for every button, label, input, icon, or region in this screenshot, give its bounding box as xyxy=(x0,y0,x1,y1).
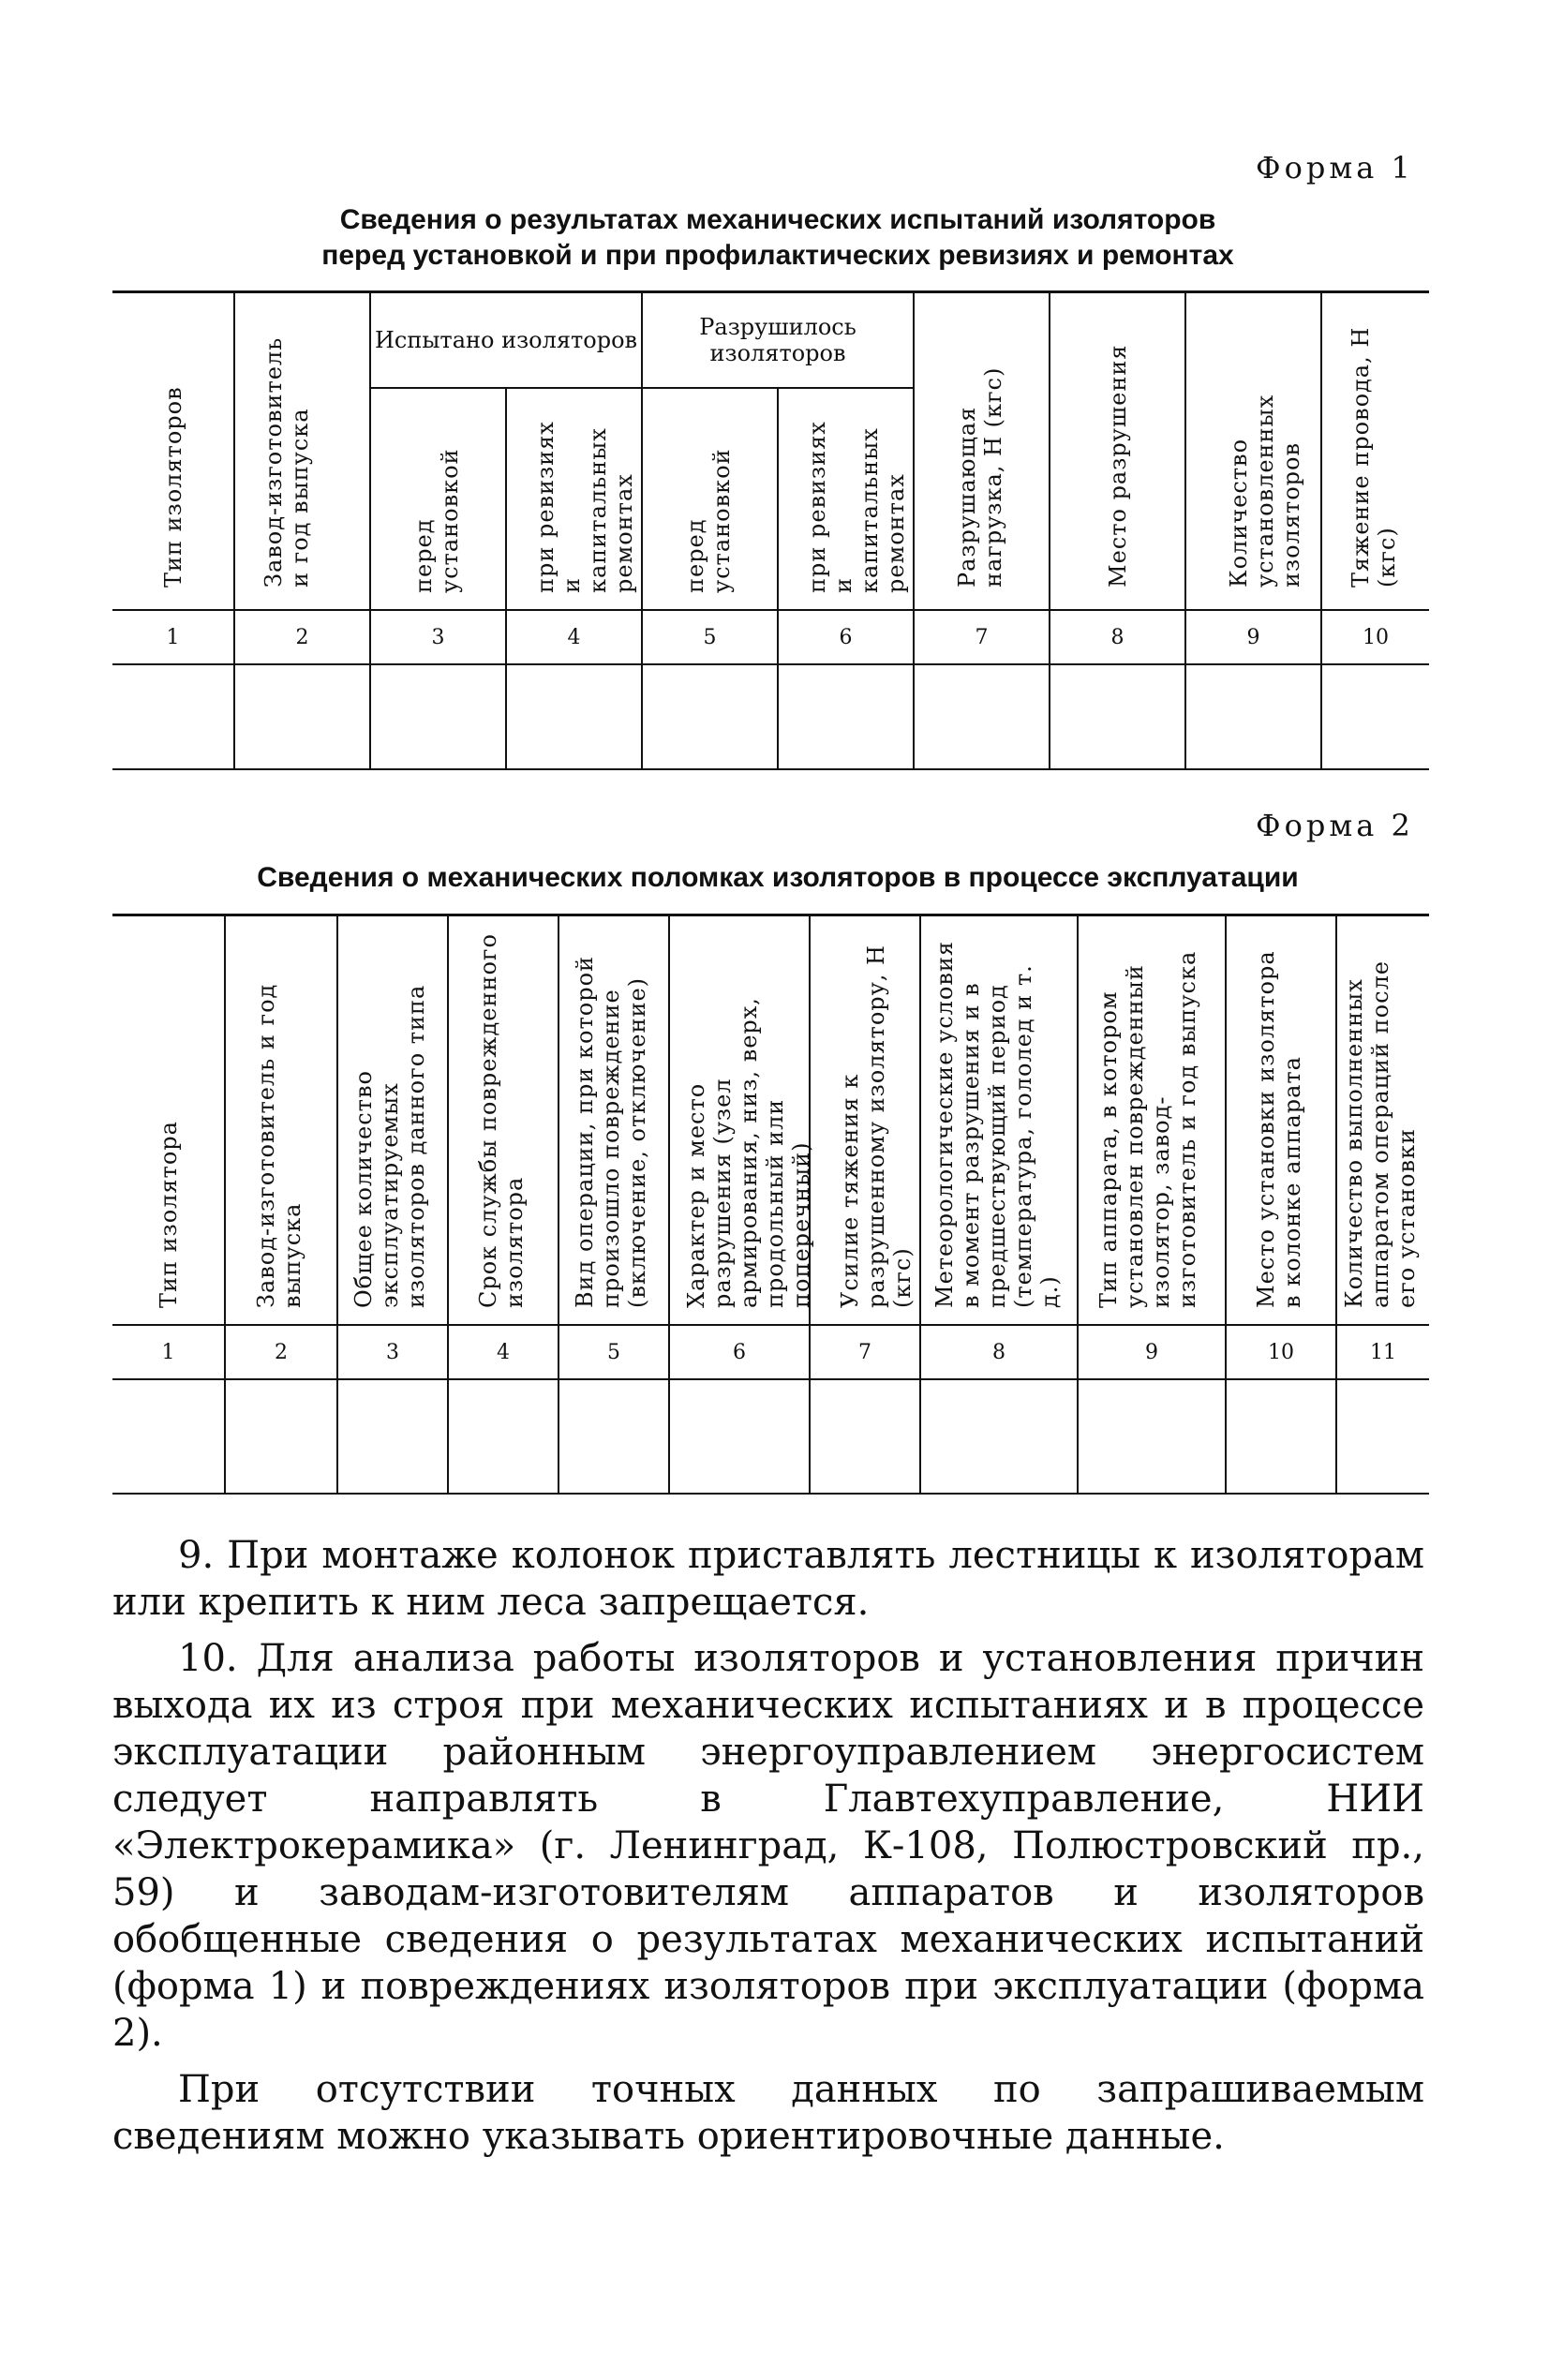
paragraph-10: 10. Для анализа работы изоляторов и установления причин выхода их из строя при механических испытаниях и в процессе эксплуатации районным энергоуправлением энергосистем следует направлять в Главтехуправление, НИИ «Электрокерамика» (г. Ленинград, К-108, Полюстровский пр., 59) и заводам-изготовителям аппаратов и изоляторов обобщенные сведения о результатах механических испытаний (форма 1) и повреждениях изоляторов при эксплуатации (форма 2). xyxy=(112,1637,1424,2055)
form1-empty-cell xyxy=(112,664,234,769)
form1-empty-cell xyxy=(642,664,778,769)
form2-num: 7 xyxy=(810,1325,920,1379)
form2-num: 2 xyxy=(225,1325,337,1379)
form2-empty-cell xyxy=(810,1379,920,1494)
form2-col-total: Общее количество эксплуатируемых изоляторов данного типа xyxy=(337,915,448,1326)
form1-table xyxy=(112,290,1429,770)
form1-num: 8 xyxy=(1050,610,1185,664)
form2-num: 10 xyxy=(1226,1325,1336,1379)
form2-col-operation: Вид операции, при которой произошло повреждение (включение, отключение) xyxy=(559,915,669,1326)
form2-col-apparatus: Тип аппарата, в котором установлен поврежденный изолятор, завод-изготовитель и год выпуска xyxy=(1078,915,1226,1326)
body-text xyxy=(112,1532,1424,2160)
form1-num: 6 xyxy=(778,610,914,664)
form2-empty-cell xyxy=(337,1379,448,1494)
form1-title xyxy=(141,202,1415,274)
form1-empty-row xyxy=(112,664,1429,769)
form2-empty-cell xyxy=(559,1379,669,1494)
form2-col-type: Тип изолятора xyxy=(112,915,225,1326)
form2-num: 1 xyxy=(112,1325,225,1379)
form2-empty-cell xyxy=(920,1379,1078,1494)
form2-title: Сведения о механических поломках изоляторов в процессе эксплуатации xyxy=(257,862,1299,893)
form2-empty-row xyxy=(112,1379,1429,1494)
form1-col-tension: Тяжение провода, Н (кгс) xyxy=(1321,292,1429,611)
form2-num: 3 xyxy=(337,1325,448,1379)
form2-empty-cell xyxy=(448,1379,559,1494)
form1-num: 5 xyxy=(642,610,778,664)
form1-title-line2: перед установкой и при профилактических ревизиях и ремонтах xyxy=(321,240,1234,271)
paragraph-approximate-data: При отсутствии точных данных по запрашиваемым сведениям можно указывать ориентировочные данные. xyxy=(112,2068,1424,2158)
form1-col-load: Разрушающая нагрузка, Н (кгс) xyxy=(914,292,1050,611)
form1-col-place: Место разрушения xyxy=(1050,292,1185,611)
form1-num: 7 xyxy=(914,610,1050,664)
form1-group-broken: Разрушилось изоляторов xyxy=(642,292,914,389)
form2-num: 11 xyxy=(1336,1325,1429,1379)
form2-col-weather: Метеорологические условия в момент разрушения и в предшествующий период (температура, гололед и т. д.) xyxy=(920,915,1078,1326)
form1-empty-cell xyxy=(506,664,642,769)
form1-empty-cell xyxy=(914,664,1050,769)
form2-col-location: Место установки изолятора в колонке аппарата xyxy=(1226,915,1336,1326)
form1-empty-cell xyxy=(1321,664,1429,769)
form1-empty-cell xyxy=(1185,664,1321,769)
form1-col-broken-revision: при ревизиях и капитальных ремонтах xyxy=(778,388,914,610)
form1-num: 9 xyxy=(1185,610,1321,664)
form1-empty-cell xyxy=(234,664,370,769)
form2-empty-cell xyxy=(1078,1379,1226,1494)
form2-col-operations-count: Количество выполненных аппаратом операций после его установки xyxy=(1336,915,1429,1326)
form1-col-broken-before: перед установкой xyxy=(642,388,778,610)
form1-empty-cell xyxy=(778,664,914,769)
form2-num: 8 xyxy=(920,1325,1078,1379)
form2-empty-cell xyxy=(225,1379,337,1494)
form1-label: Форма 1 xyxy=(1256,150,1414,186)
form2-empty-cell xyxy=(1226,1379,1336,1494)
paragraph-9: 9. При монтаже колонок приставлять лестницы к изоляторам или крепить к ним леса запрещается. xyxy=(112,1534,1424,1624)
form2-col-service-life: Срок службы поврежденного изолятора xyxy=(448,915,559,1326)
form1-col-tested-revision: при ревизиях и капитальных ремонтах xyxy=(506,388,642,610)
form1-col-manufacturer: Завод-изготовитель и год выпуска xyxy=(234,292,370,611)
form2-number-row xyxy=(112,1325,1429,1379)
form1-num: 10 xyxy=(1321,610,1429,664)
form2-num: 9 xyxy=(1078,1325,1226,1379)
form2-col-manufacturer: Завод-изготовитель и год выпуска xyxy=(225,915,337,1326)
form2-label: Форма 2 xyxy=(1256,808,1414,843)
form1-col-type: Тип изоляторов xyxy=(112,292,234,611)
form2-empty-cell xyxy=(112,1379,225,1494)
form2-empty-cell xyxy=(669,1379,810,1494)
form2-col-tension: Усилие тяжения к разрушенному изолятору, Н (кгс) xyxy=(810,915,920,1326)
form1-num: 4 xyxy=(506,610,642,664)
form2-num: 4 xyxy=(448,1325,559,1379)
form2-empty-cell xyxy=(1336,1379,1429,1494)
form1-empty-cell xyxy=(1050,664,1185,769)
form2-table xyxy=(112,914,1429,1495)
form1-num: 2 xyxy=(234,610,370,664)
form1-empty-cell xyxy=(370,664,506,769)
form1-group-tested: Испытано изоляторов xyxy=(370,292,642,389)
form2-num: 6 xyxy=(669,1325,810,1379)
form1-number-row xyxy=(112,610,1429,664)
form1-col-tested-before: перед установкой xyxy=(370,388,506,610)
form1-num: 1 xyxy=(112,610,234,664)
form2-num: 5 xyxy=(559,1325,669,1379)
form1-col-count: Количество установленных изоляторов xyxy=(1185,292,1321,611)
form1-title-line1: Сведения о результатах механических испытаний изоляторов xyxy=(339,204,1216,235)
form2-col-damage: Характер и место разрушения (узел армирования, низ, верх, продольный или поперечный) xyxy=(669,915,810,1326)
form1-num: 3 xyxy=(370,610,506,664)
